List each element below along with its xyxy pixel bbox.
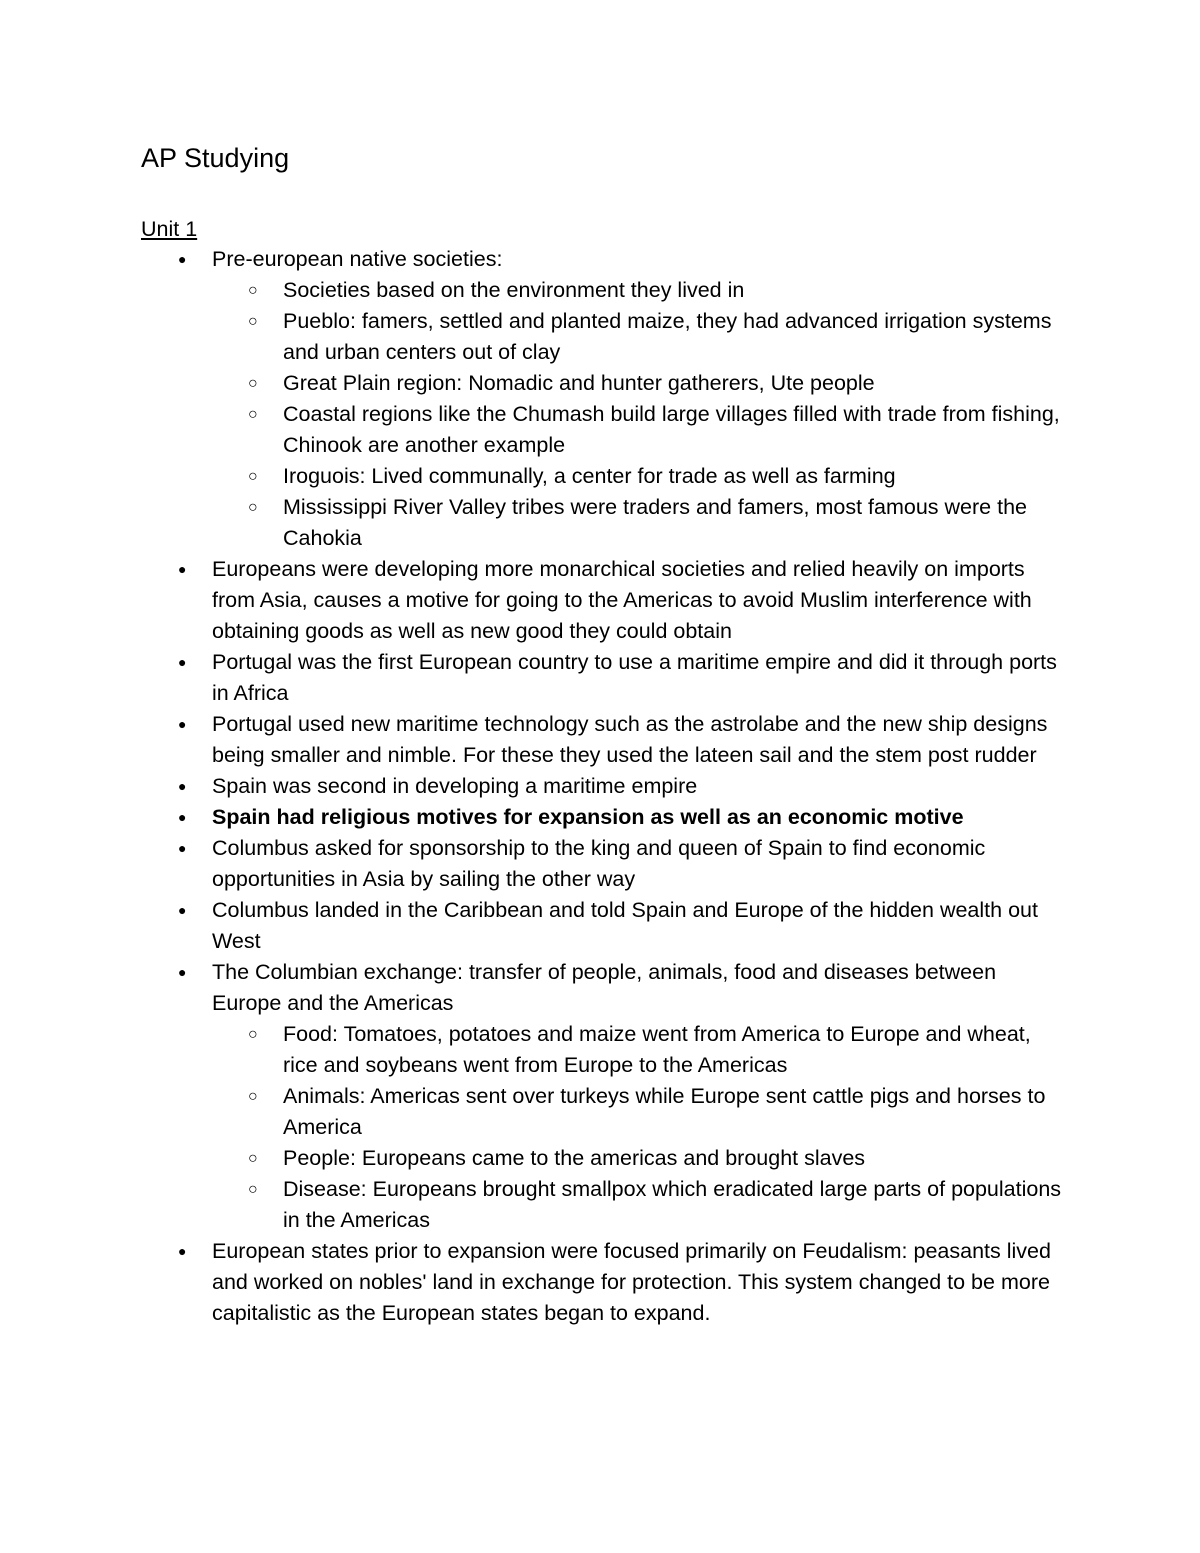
list-item [141,957,1071,1019]
document-title: AP Studying [141,143,290,173]
list-item-text: Spain was second in developing a maritime empire [212,774,698,798]
list-item [141,275,1071,306]
list-item [141,399,1071,461]
filled-bullet-icon: ● [178,840,187,856]
list-item [141,1236,1071,1329]
hollow-bullet-icon: ○ [248,1088,258,1105]
filled-bullet-icon: ● [178,561,187,577]
hollow-bullet-icon: ○ [248,499,258,516]
list-item-text: Societies based on the environment they lived in [283,278,745,302]
list-item [141,802,1071,833]
hollow-bullet-icon: ○ [248,406,258,423]
filled-bullet-icon: ● [178,778,187,794]
list-item [141,709,1071,771]
list-item-text: Food: Tomatoes, potatoes and maize went from America to Europe and wheat, rice and soybeans went from Europe to the Americas [283,1022,1031,1077]
list-item-text: Columbus landed in the Caribbean and told Spain and Europe of the hidden wealth out West [212,898,1038,953]
list-item [141,771,1071,802]
list-item-text: People: Europeans came to the americas and brought slaves [283,1146,866,1170]
list-item-text: Mississippi River Valley tribes were traders and famers, most famous were the Cahokia [283,495,1027,550]
hollow-bullet-icon: ○ [248,313,258,330]
list-item-text: European states prior to expansion were focused primarily on Feudalism: peasants lived and worked on nobles' land in exchange for protection. This system changed to be more capitalistic as the European states began to expand. [212,1239,1051,1325]
hollow-bullet-icon: ○ [248,1181,258,1198]
hollow-bullet-icon: ○ [248,468,258,485]
list-item [141,1019,1071,1081]
list-item-text: Great Plain region: Nomadic and hunter gatherers, Ute people [283,371,875,395]
list-item [141,461,1071,492]
list-item-text: Columbus asked for sponsorship to the king and queen of Spain to find economic opportunities in Asia by sailing the other way [212,836,986,891]
filled-bullet-icon: ● [178,809,187,825]
section-heading: Unit 1 [141,217,198,241]
list-item-text: Europeans were developing more monarchical societies and relied heavily on imports from Asia, causes a motive for going to the Americas to avoid Muslim interference with obtaining goods as well as new good they could obtain [212,557,1032,643]
list-item-text: Disease: Europeans brought smallpox which eradicated large parts of populations in the Americas [283,1177,1062,1232]
filled-bullet-icon: ● [178,1243,187,1259]
list-item [141,1174,1071,1236]
hollow-bullet-icon: ○ [248,1026,258,1043]
list-item-text: Pre-european native societies: [212,247,503,271]
hollow-bullet-icon: ○ [248,1150,258,1167]
list-item [141,833,1071,895]
filled-bullet-icon: ● [178,964,187,980]
list-item-text: Coastal regions like the Chumash build large villages filled with trade from fishing, Chinook are another example [283,402,1060,457]
list-item-text: Iroguois: Lived communally, a center for trade as well as farming [283,464,896,488]
list-item-text: Portugal used new maritime technology such as the astrolabe and the new ship designs being smaller and nimble. For these they used the lateen sail and the stem post rudder [212,712,1048,767]
list-item-text: The Columbian exchange: transfer of people, animals, food and diseases between Europe and the Americas [212,960,997,1015]
list-item-text: Animals: Americas sent over turkeys while Europe sent cattle pigs and horses to America [283,1084,1046,1139]
list-item-text: Portugal was the first European country to use a maritime empire and did it through ports in Africa [212,650,1057,705]
hollow-bullet-icon: ○ [248,375,258,392]
notes-list [141,244,1071,1329]
filled-bullet-icon: ● [178,716,187,732]
list-item [141,1143,1071,1174]
list-item [141,554,1071,647]
filled-bullet-icon: ● [178,902,187,918]
filled-bullet-icon: ● [178,654,187,670]
list-item [141,1081,1071,1143]
list-item [141,492,1071,554]
list-item [141,306,1071,368]
list-item-text: Pueblo: famers, settled and planted maize, they had advanced irrigation systems and urban centers out of clay [283,309,1052,364]
list-item [141,647,1071,709]
list-item-text: Spain had religious motives for expansion as well as an economic motive [212,805,964,829]
list-item [141,368,1071,399]
list-item [141,895,1071,957]
hollow-bullet-icon: ○ [248,282,258,299]
filled-bullet-icon: ● [178,251,187,267]
list-item [141,244,1071,275]
